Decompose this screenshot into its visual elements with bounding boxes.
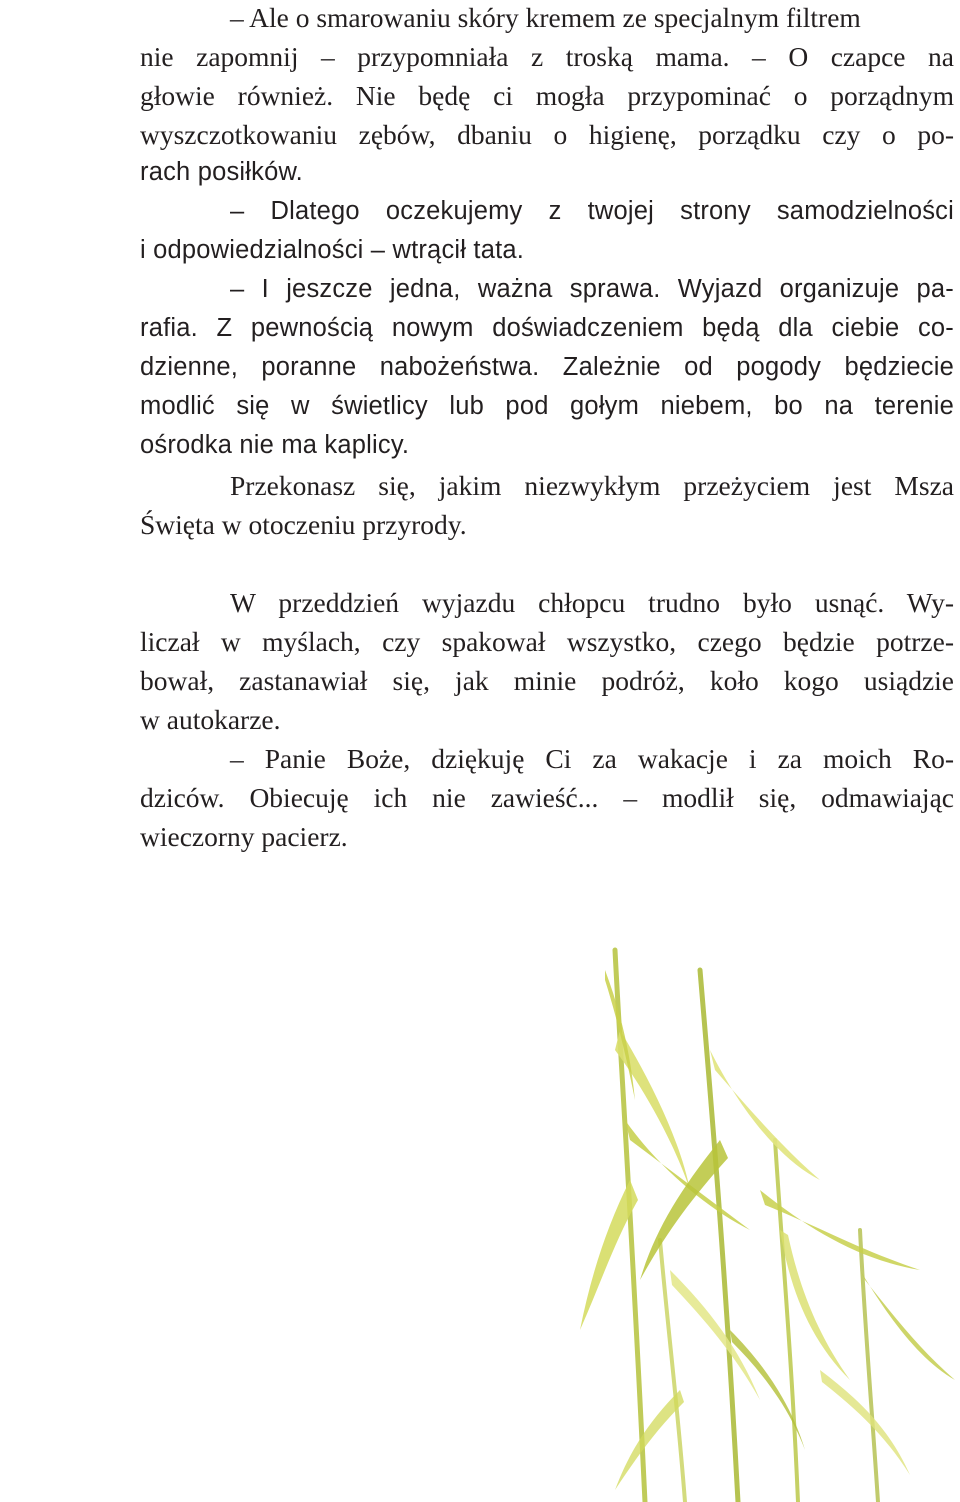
text-line: i odpowiedzialności – wtrącił tata.	[140, 236, 525, 264]
text-line: liczał w myślach, czy spakował wszystko, czego będzie potrze-	[140, 626, 954, 657]
text-line: nie zapomnij – przypomniała z troską mama. – O czapce na	[140, 41, 954, 72]
grass-stem	[700, 970, 738, 1502]
grass-leaf	[580, 1180, 638, 1330]
text-line: rach posiłków.	[140, 158, 303, 186]
text-line: w autokarze.	[140, 704, 281, 735]
text-line: Święta w otoczeniu przyrody.	[140, 509, 467, 540]
grass-illustration	[560, 930, 960, 1502]
text-line: Przekonasz się, jakim niezwykłym przeżyciem jest Msza	[230, 470, 954, 501]
text-line: rafia. Z pewnością nowym doświadczeniem będą dla ciebie co-	[140, 314, 954, 342]
grass-stem	[775, 1140, 798, 1502]
text-line: głowie również. Nie będę ci mogła przypominać o porządnym	[140, 80, 954, 111]
grass-stem	[860, 1230, 878, 1502]
text-line: ośrodka nie ma kaplicy.	[140, 431, 410, 459]
grass-leaf	[615, 1390, 684, 1490]
grass-leaf	[670, 1270, 760, 1400]
text-line: dziców. Obiecuję ich nie zawieść... – modlił się, odmawiając	[140, 782, 954, 813]
text-line: – Dlatego oczekujemy z twojej strony samodzielności	[230, 197, 954, 225]
grass-leaf	[640, 1140, 728, 1280]
text-line: wieczorny pacierz.	[140, 821, 348, 852]
grass-leaf	[625, 1120, 750, 1230]
text-line: – Ale o smarowaniu skóry kremem ze specjalnym filtrem	[230, 2, 861, 33]
text-line: dzienne, poranne nabożeństwa. Zależnie od pogody będziecie	[140, 353, 954, 381]
text-line: bował, zastanawiał się, jak minie podróż, koło kogo usiądzie	[140, 665, 954, 696]
text-line: – I jeszcze jedna, ważna sprawa. Wyjazd organizuje pa-	[230, 275, 954, 303]
grass-leaf	[860, 1270, 955, 1380]
text-line: – Panie Boże, dziękuję Ci za wakacje i za moich Ro-	[230, 743, 954, 774]
text-line: W przeddzień wyjazdu chłopcu trudno było usnąć. Wy-	[230, 587, 954, 618]
text-line: modlić się w świetlicy lub pod gołym niebem, bo na terenie	[140, 392, 954, 420]
grass-leaf	[820, 1370, 910, 1475]
text-line: wyszczotkowaniu zębów, dbaniu o higienę, porządku czy o po-	[140, 119, 954, 150]
grass-leaf	[710, 1050, 820, 1180]
